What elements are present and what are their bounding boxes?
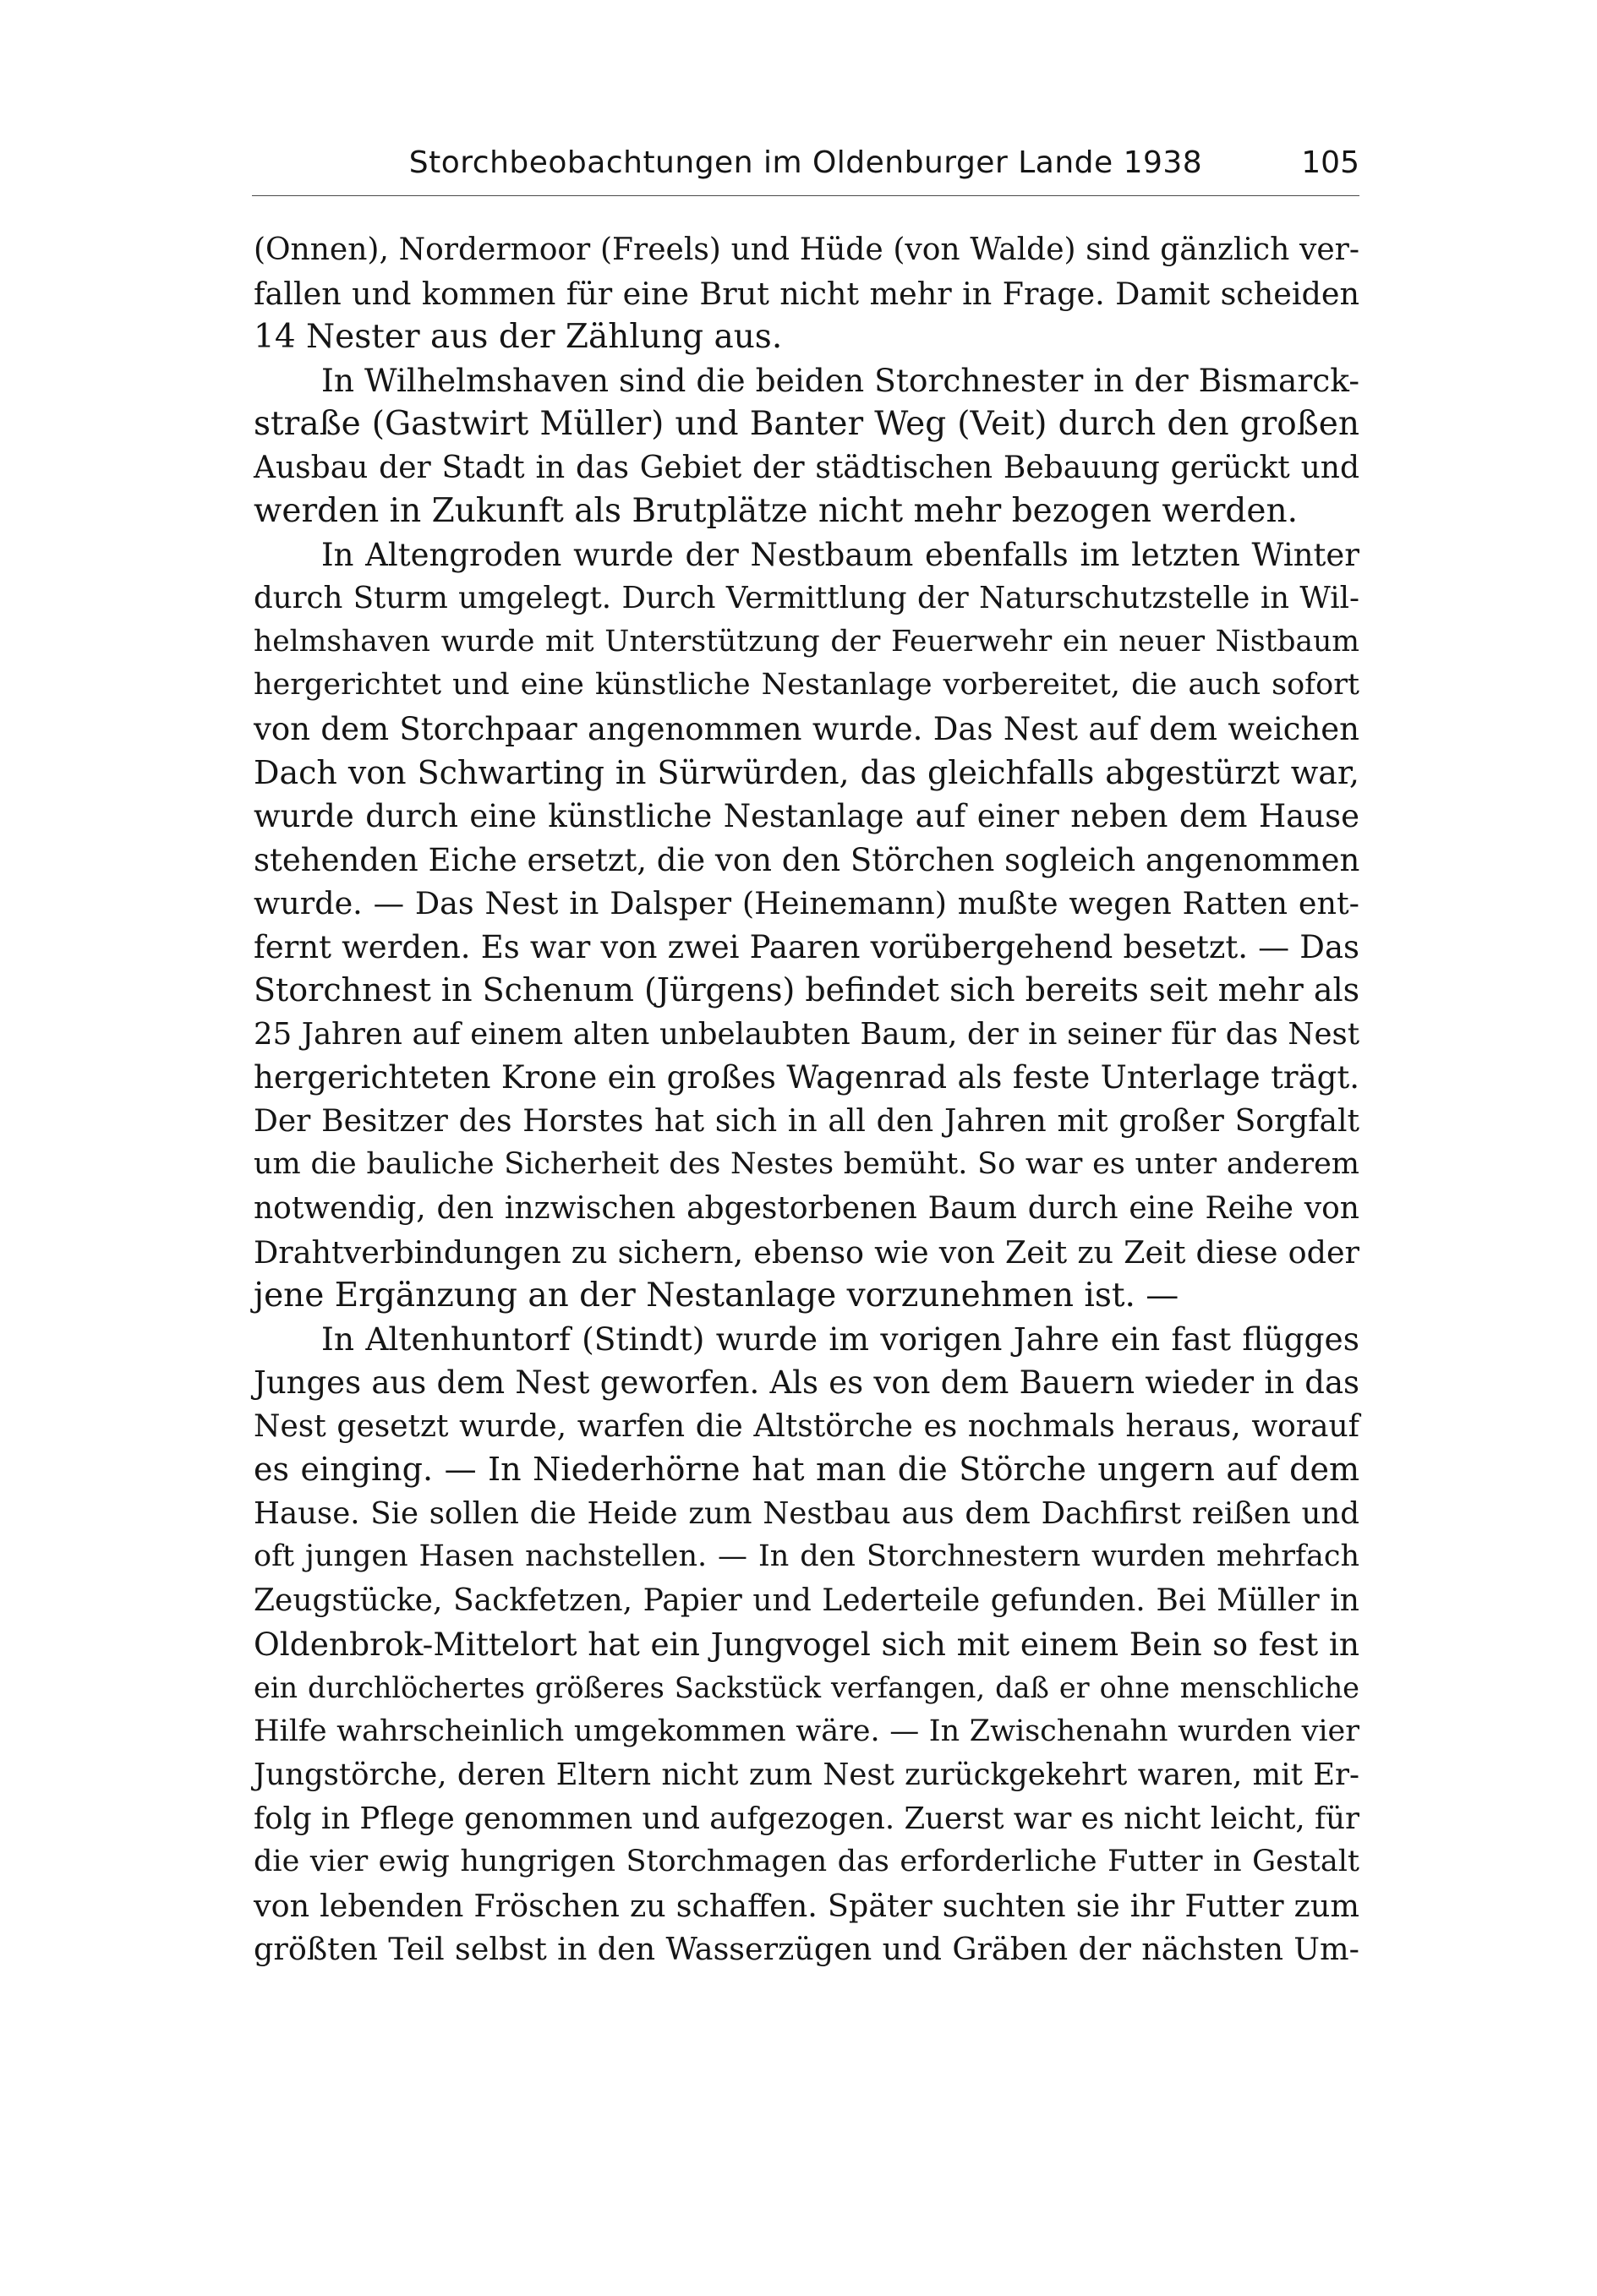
- text-line: Drahtverbindungen zu sichern, ebenso wie von Zeit zu Zeit diese oder: [254, 1233, 1359, 1271]
- text-line: Nest gesetzt wurde, warfen die Altstörche es nochmals heraus, worauf: [254, 1408, 1359, 1444]
- text-line: Junges aus dem Nest geworfen. Als es von dem Bauern wieder in das: [254, 1364, 1359, 1402]
- text-line: In Wilhelmshaven sind die beiden Storchnester in der Bismarck-: [321, 361, 1359, 399]
- text-line: größten Teil selbst in den Wasserzügen und Gräben der nächsten Um-: [254, 1931, 1359, 1968]
- text-line: jene Ergänzung an der Nestanlage vorzunehmen ist. —: [254, 1276, 1179, 1315]
- text-line: fernt werden. Es war von zwei Paaren vorübergehend besetzt. — Das: [254, 928, 1359, 965]
- text-line: 25 Jahren auf einem alten unbelaubten Baum, der in seiner für das Nest: [254, 1016, 1359, 1052]
- running-head: [252, 134, 1359, 193]
- text-line: Oldenbrok-Mittelort hat ein Jungvogel sich mit einem Bein so fest in: [254, 1625, 1359, 1663]
- text-line: um die bauliche Sicherheit des Nestes bemüht. So war es unter anderem: [254, 1147, 1359, 1182]
- text-line: wurde. — Das Nest in Dalsper (Heinemann) mußte wegen Ratten ent-: [254, 885, 1359, 922]
- text-line: Dach von Schwarting in Sürwürden, das gleichfalls abgestürzt war,: [254, 753, 1359, 791]
- text-line: folg in Pflege genommen und aufgezogen. Zuerst war es nicht leicht, für: [254, 1801, 1359, 1836]
- text-line: von lebenden Fröschen zu schaffen. Später suchten sie ihr Futter zum: [254, 1887, 1359, 1924]
- text-line: die vier ewig hungrigen Storchmagen das erforderliche Futter in Gestalt: [254, 1845, 1359, 1879]
- text-line: Der Besitzer des Horstes hat sich in all den Jahren mit großer Sorgfalt: [254, 1103, 1359, 1139]
- text-line: Hause. Sie sollen die Heide zum Nestbau aus dem Dachfirst reißen und: [254, 1495, 1359, 1531]
- text-line: von dem Storchpaar angenommen wurde. Das Nest auf dem weichen: [254, 711, 1359, 748]
- running-title: Storchbeobachtungen im Oldenburger Lande 1938: [408, 145, 1203, 180]
- text-line: (Onnen), Nordermoor (Freels) und Hüde (von Walde) sind gänzlich ver-: [254, 232, 1359, 267]
- text-line: oft jungen Hasen nachstellen. — In den Storchnestern wurden mehrfach: [254, 1539, 1359, 1574]
- text-line: In Altengroden wurde der Nestbaum ebenfalls im letzten Winter: [321, 536, 1359, 573]
- text-line: hergerichtet und eine künstliche Nestanlage vorbereitet, die auch sofort: [254, 668, 1359, 702]
- text-line: Jungstörche, deren Eltern nicht zum Nest zurückgekehrt waren, mit Er-: [254, 1758, 1359, 1793]
- text-line: es einging. — In Niederhörne hat man die Störche ungern auf dem: [254, 1451, 1359, 1489]
- text-line: fallen und kommen für eine Brut nicht mehr in Frage. Damit scheiden: [254, 275, 1359, 312]
- text-line: ein durchlöchertes größeres Sackstück verfangen, daß er ohne menschliche: [254, 1671, 1359, 1705]
- text-line: straße (Gastwirt Müller) und Banter Weg (Veit) durch den großen: [254, 405, 1359, 444]
- text-line: helmshaven wurde mit Unterstützung der Feuerwehr ein neuer Nistbaum: [254, 624, 1359, 659]
- page-number: 105: [1301, 145, 1359, 180]
- text-line: Zeugstücke, Sackfetzen, Papier und Lederteile gefunden. Bei Müller in: [254, 1583, 1359, 1618]
- text-line: Storchnest in Schenum (Jürgens) befindet sich bereits seit mehr als: [254, 971, 1360, 1009]
- text-line: wurde durch eine künstliche Nestanlage auf einer neben dem Hause: [254, 798, 1359, 835]
- text-line: notwendig, den inzwischen abgestorbenen Baum durch eine Reihe von: [254, 1191, 1359, 1227]
- text-line: werden in Zukunft als Brutplätze nicht mehr bezogen werden.: [254, 492, 1298, 531]
- text-line: 14 Nester aus der Zählung aus.: [254, 318, 783, 357]
- text-line: stehenden Eiche ersetzt, die von den Störchen sogleich angenommen: [254, 841, 1360, 878]
- text-line: Hilfe wahrscheinlich umgekommen wäre. — In Zwischenahn wurden vier: [254, 1714, 1359, 1748]
- text-line: hergerichteten Krone ein großes Wagenrad als feste Unterlage trägt.: [254, 1059, 1359, 1096]
- header-rule: [252, 195, 1359, 196]
- text-line: durch Sturm umgelegt. Durch Vermittlung der Naturschutzstelle in Wil-: [254, 581, 1359, 616]
- body-text: [254, 228, 1359, 1971]
- text-line: In Altenhuntorf (Stindt) wurde im vorigen Jahre ein fast flügges: [321, 1320, 1359, 1358]
- text-line: Ausbau der Stadt in das Gebiet der städtischen Bebauung gerückt und: [254, 450, 1359, 485]
